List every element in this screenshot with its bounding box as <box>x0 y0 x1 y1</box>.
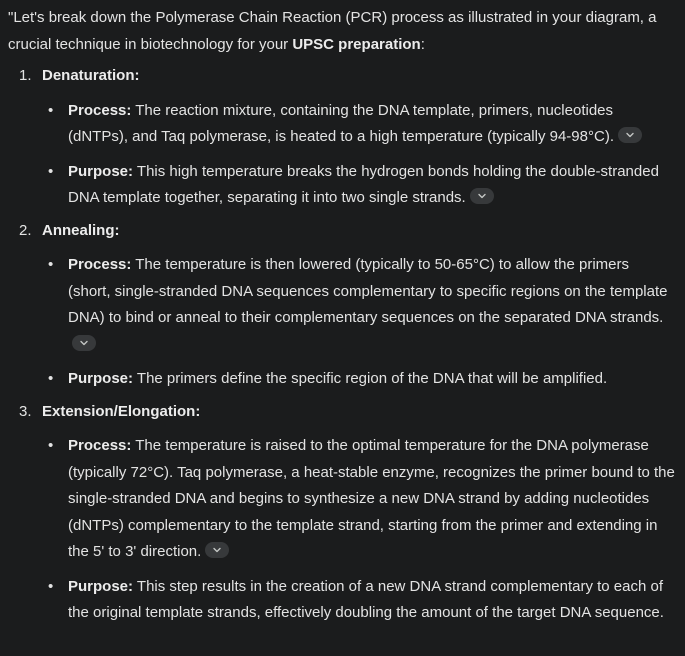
point-text: The reaction mixture, containing the DNA template, primers, nucleotides (dNTPs), and Taq polymerase, is heated to a high temperature (typically 94-98°C). <box>68 101 614 145</box>
bullet-point <box>42 98 675 151</box>
bullet-point <box>42 574 675 627</box>
bullet-dot: • <box>48 577 54 595</box>
point-label: Purpose: <box>68 577 134 595</box>
step-points-list <box>42 433 675 627</box>
point-label: Process: <box>68 437 132 454</box>
intro-paragraph <box>8 5 675 58</box>
step-item <box>8 63 675 212</box>
chevron-down-icon <box>478 193 486 199</box>
step-title: Denaturation: <box>42 67 140 84</box>
point-label: Process: <box>68 256 132 273</box>
chevron-down-icon <box>213 547 221 553</box>
expand-source-button[interactable] <box>205 542 229 558</box>
expand-source-button[interactable] <box>72 335 96 351</box>
bullet-point <box>42 366 675 393</box>
step-points-list <box>42 98 675 212</box>
bullet-point <box>42 159 675 212</box>
bullet-dot: • <box>48 256 54 273</box>
bullet-point <box>42 252 675 358</box>
step-number: 1. <box>19 67 32 84</box>
bullet-point <box>42 433 675 566</box>
intro-text-end: : <box>420 35 425 53</box>
steps-list <box>8 63 675 627</box>
point-label: Purpose: <box>68 370 134 387</box>
point-text: The temperature is raised to the optimal temperature for the DNA polymerase (typically 72°C). Taq polymerase, a heat-stable enzyme, recognizes the primer bound to the single-stranded DNA and begins to synthesize a new DNA strand by adding nucleotides (dNTPs) complementary to the template strand, starting from the primer and extending in the 5' to 3' direction. <box>68 437 675 560</box>
step-number: 2. <box>19 221 32 239</box>
intro-bold: UPSC preparation <box>292 35 421 53</box>
point-label: Purpose: <box>68 162 134 180</box>
point-label: Process: <box>68 101 132 119</box>
step-item <box>8 218 675 393</box>
point-text: The temperature is then lowered (typically to 50-65°C) to allow the primers (short, single-stranded DNA sequences complementary to specific regions on the template DNA) to bind or anneal to their complementary sequences on the separated DNA strands. <box>68 256 668 326</box>
bullet-dot: • <box>48 437 54 454</box>
step-title: Extension/Elongation: <box>42 402 201 420</box>
step-points-list <box>42 252 675 393</box>
expand-source-button[interactable] <box>618 127 642 143</box>
bullet-dot: • <box>48 162 54 180</box>
intro-text: "Let's break down the Polymerase Chain Reaction (PCR) process as illustrated in your diagram, a crucial technique in biotechnology for your <box>8 9 657 53</box>
point-text: This step results in the creation of a new DNA strand complementary to each of the original template strands, effectively doubling the amount of the target DNA sequence. <box>68 577 664 621</box>
chevron-down-icon <box>626 132 634 138</box>
bullet-dot: • <box>48 101 54 119</box>
point-text: The primers define the specific region of the DNA that will be amplified. <box>133 370 608 387</box>
step-title: Annealing: <box>42 221 120 239</box>
point-text: This high temperature breaks the hydrogen bonds holding the double-stranded DNA template together, separating it into two single strands. <box>68 162 659 206</box>
chevron-down-icon <box>80 340 88 346</box>
bullet-dot: • <box>48 370 54 387</box>
expand-source-button[interactable] <box>470 188 494 204</box>
step-number: 3. <box>19 402 32 420</box>
step-item <box>8 399 675 627</box>
